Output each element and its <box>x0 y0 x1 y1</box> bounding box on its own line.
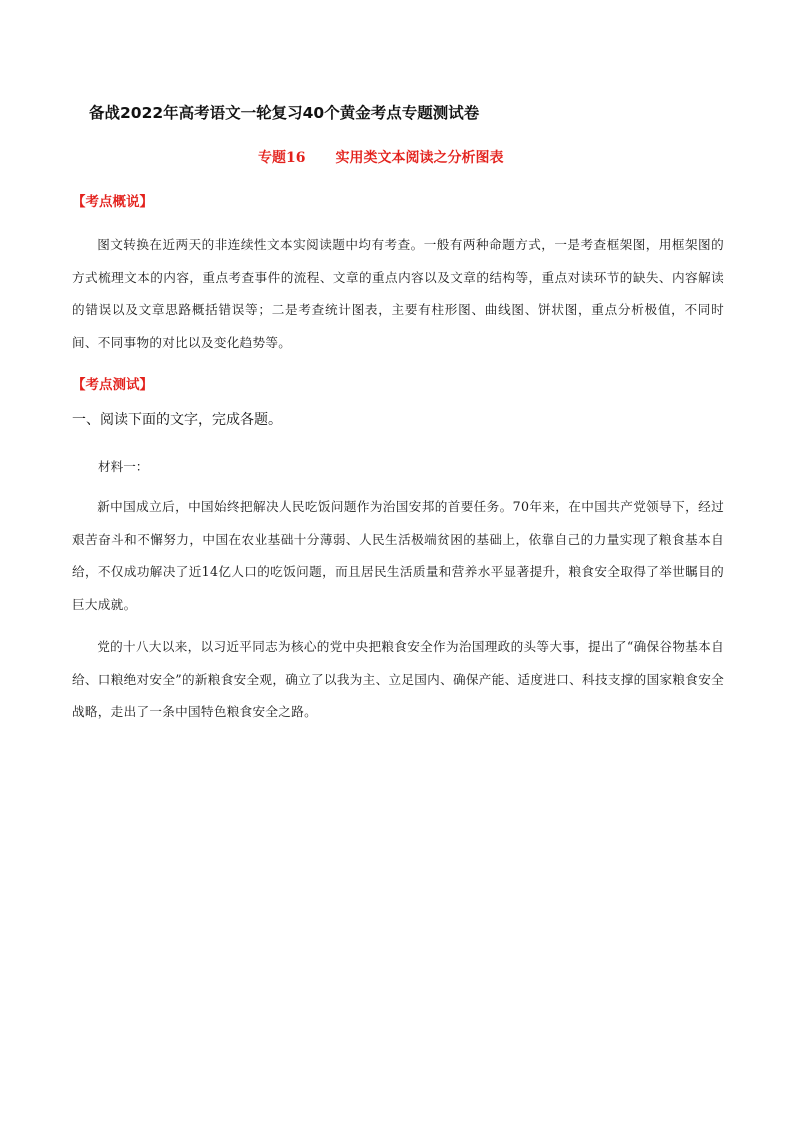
topic-subtitle <box>258 147 503 167</box>
topic-name: 实用类文本阅读之分析图表 <box>335 150 504 166</box>
overview-paragraph: 图文转换在近两天的非连续性文本实阅读题中均有考查。一般有两种命题方式，一是考查框架图，用框架图的方式梳理文本的内容，重点考查事件的流程、文章的重点内容以及文章的结构等，重点对读环节的缺失、内容解读的错误以及文章思路概括错误等；二是考查统计图表，主要有柱形图、曲线图、饼状图，重点分析极值，不同时间、不同事物的对比以及变化趋势等。 <box>72 237 724 350</box>
question-instruction: 一、阅读下面的文字，完成各题。 <box>72 412 282 428</box>
material-paragraph-1: 新中国成立后，中国始终把解决人民吃饭问题作为治国安邦的首要任务。70年来，在中国共产党领导下，经过艰苦奋斗和不懈努力，中国在农业基础十分薄弱、人民生活极端贫困的基础上，依靠自己的力量实现了粮食基本自给，不仅成功解决了近14亿人口的吃饭问题，而且居民生活质量和营养水平显著提升，粮食安全取得了举世瞩目的巨大成就。 <box>72 499 724 612</box>
material-label: 材料一： <box>98 459 149 474</box>
overview-section-label: 【考点概说】 <box>72 194 153 210</box>
document-title: 备战2022年高考语文一轮复习40个黄金考点专题测试卷 <box>89 104 480 122</box>
material-paragraph-2: 党的十八大以来，以习近平同志为核心的党中央把粮食安全作为治国理政的头等大事，提出了“确保谷物基本自给、口粮绝对安全”的新粮食安全观，确立了以我为主、立足国内、确保产能、适度进口、科技支撑的国家粮食安全战略，走出了一条中国特色粮食安全之路。 <box>72 639 724 719</box>
test-section-label: 【考点测试】 <box>72 377 153 393</box>
topic-number: 专题16 <box>258 150 306 166</box>
